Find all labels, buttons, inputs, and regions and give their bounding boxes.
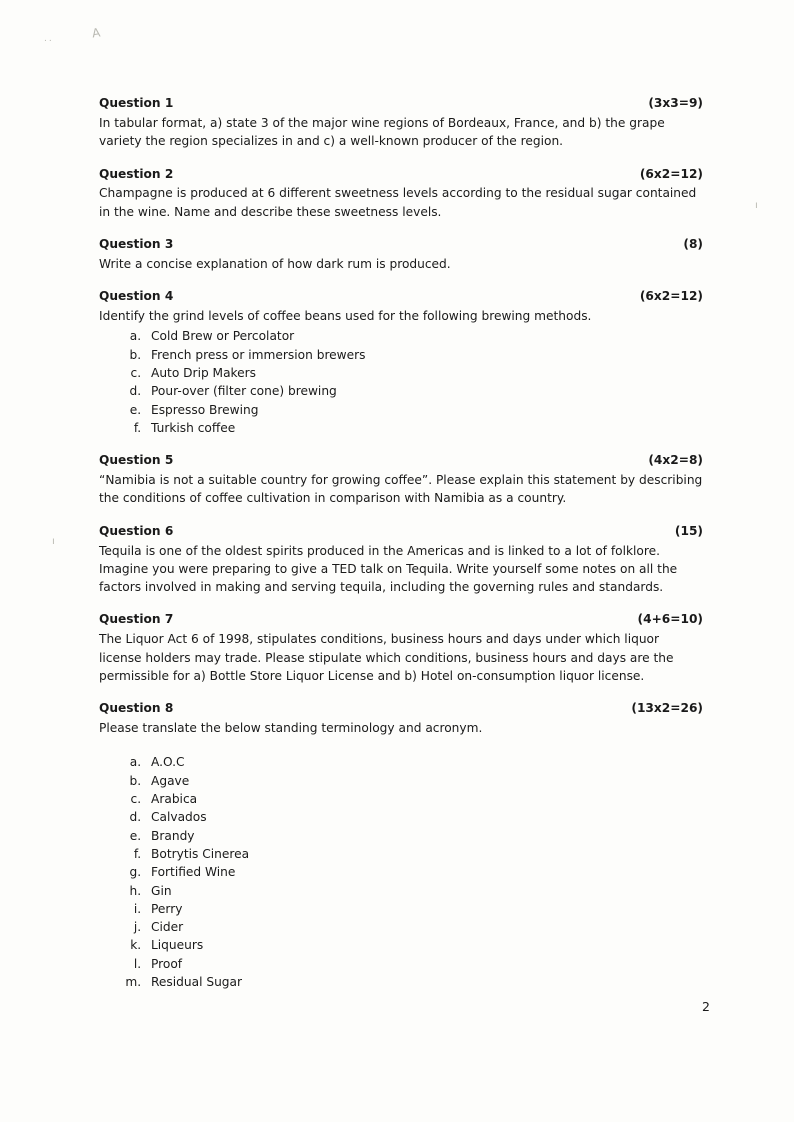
question-block xyxy=(99,165,703,222)
question-block xyxy=(99,451,703,508)
question-body: Tequila is one of the oldest spirits produced in the Americas and is linked to a lot of folklore. Imagine you were preparing to give a TED talk on Tequila. Write yourself some notes on all the factors involved in making and serving tequila, including the governing rules and standards. xyxy=(99,543,678,595)
scan-artifact-icon: .. xyxy=(44,34,54,44)
scan-artifact-icon: ı xyxy=(52,536,55,547)
question-marks: (8) xyxy=(683,237,703,251)
question-sub-items xyxy=(99,327,703,437)
question-body: Identify the grind levels of coffee beans used for the following brewing methods. xyxy=(99,309,592,324)
question-marks: (3x3=9) xyxy=(648,96,703,110)
question-block xyxy=(99,610,703,685)
list-item: l. Proof xyxy=(145,955,703,973)
page-number: 2 xyxy=(702,999,710,1014)
question-title: Question 7 xyxy=(99,612,174,627)
list-item: i. Perry xyxy=(145,900,703,918)
question-block xyxy=(99,235,703,273)
question-marks: (4+6=10) xyxy=(637,612,703,627)
question-body: Write a concise explanation of how dark rum is produced. xyxy=(99,256,451,271)
list-item: a. A.O.C xyxy=(145,753,703,771)
question-body: Champagne is produced at 6 different sweetness levels according to the residual sugar contained in the wine. Name and describe these sweetness levels. xyxy=(99,186,697,219)
question-body: In tabular format, a) state 3 of the major wine regions of Bordeaux, France, and b) the grape variety the region specializes in and c) a well-known producer of the region. xyxy=(99,115,665,149)
question-title: Question 4 xyxy=(99,289,174,304)
question-title: Question 6 xyxy=(99,523,174,538)
list-item: a. Cold Brew or Percolator xyxy=(145,327,703,345)
question-header xyxy=(99,165,703,184)
question-header xyxy=(99,94,703,113)
question-header xyxy=(99,610,703,629)
question-marks: (4x2=8) xyxy=(648,453,703,468)
question-title: Question 3 xyxy=(99,237,174,251)
question-marks: (13x2=26) xyxy=(631,701,703,716)
list-item: b. Agave xyxy=(145,772,703,790)
question-title: Question 5 xyxy=(99,453,174,468)
question-marks: (6x2=12) xyxy=(639,289,703,304)
question-block xyxy=(99,699,703,991)
list-item: c. Arabica xyxy=(145,790,703,808)
question-list xyxy=(99,94,703,1005)
list-item: f. Turkish coffee xyxy=(145,419,703,437)
question-title: Question 1 xyxy=(99,96,174,110)
list-item: h. Gin xyxy=(145,882,703,900)
question-title: Question 8 xyxy=(99,701,174,716)
question-title: Question 2 xyxy=(99,166,174,181)
question-header xyxy=(99,451,703,470)
scan-artifact-icon: A xyxy=(91,25,102,41)
list-item: e. Brandy xyxy=(145,827,703,845)
question-body: The Liquor Act 6 of 1998, stipulates conditions, business hours and days under which liquor license holders may trade. Please stipulate which conditions, business hours and days are the permissible for a) Bottle Store Liquor License and b) Hotel on-consumption liquor license. xyxy=(99,632,674,683)
list-item: k. Liqueurs xyxy=(145,936,703,954)
question-block xyxy=(99,522,703,597)
question-header xyxy=(99,235,703,254)
question-header xyxy=(99,287,703,306)
question-block xyxy=(99,287,703,437)
list-item: d. Calvados xyxy=(145,808,703,826)
question-marks: (15) xyxy=(674,523,703,538)
list-item: g. Fortified Wine xyxy=(145,863,703,881)
list-item: c. Auto Drip Makers xyxy=(145,364,703,382)
question-header xyxy=(99,699,703,718)
list-item: j. Cider xyxy=(145,918,703,936)
list-item: d. Pour-over (filter cone) brewing xyxy=(145,382,703,400)
list-item: b. French press or immersion brewers xyxy=(145,346,703,364)
list-item: e. Espresso Brewing xyxy=(145,401,703,419)
question-sub-items xyxy=(99,753,703,991)
question-body: “Namibia is not a suitable country for growing coffee”. Please explain this statement by describing the conditions of coffee cultivation in comparison with Namibia as a country. xyxy=(99,473,703,506)
list-item: m. Residual Sugar xyxy=(145,973,703,991)
scan-artifact-icon: ı xyxy=(755,200,758,211)
question-header xyxy=(99,522,703,541)
question-marks: (6x2=12) xyxy=(639,166,703,181)
question-body: Please translate the below standing terminology and acronym. xyxy=(99,721,483,736)
list-item: f. Botrytis Cinerea xyxy=(145,845,703,863)
question-block xyxy=(99,94,703,151)
